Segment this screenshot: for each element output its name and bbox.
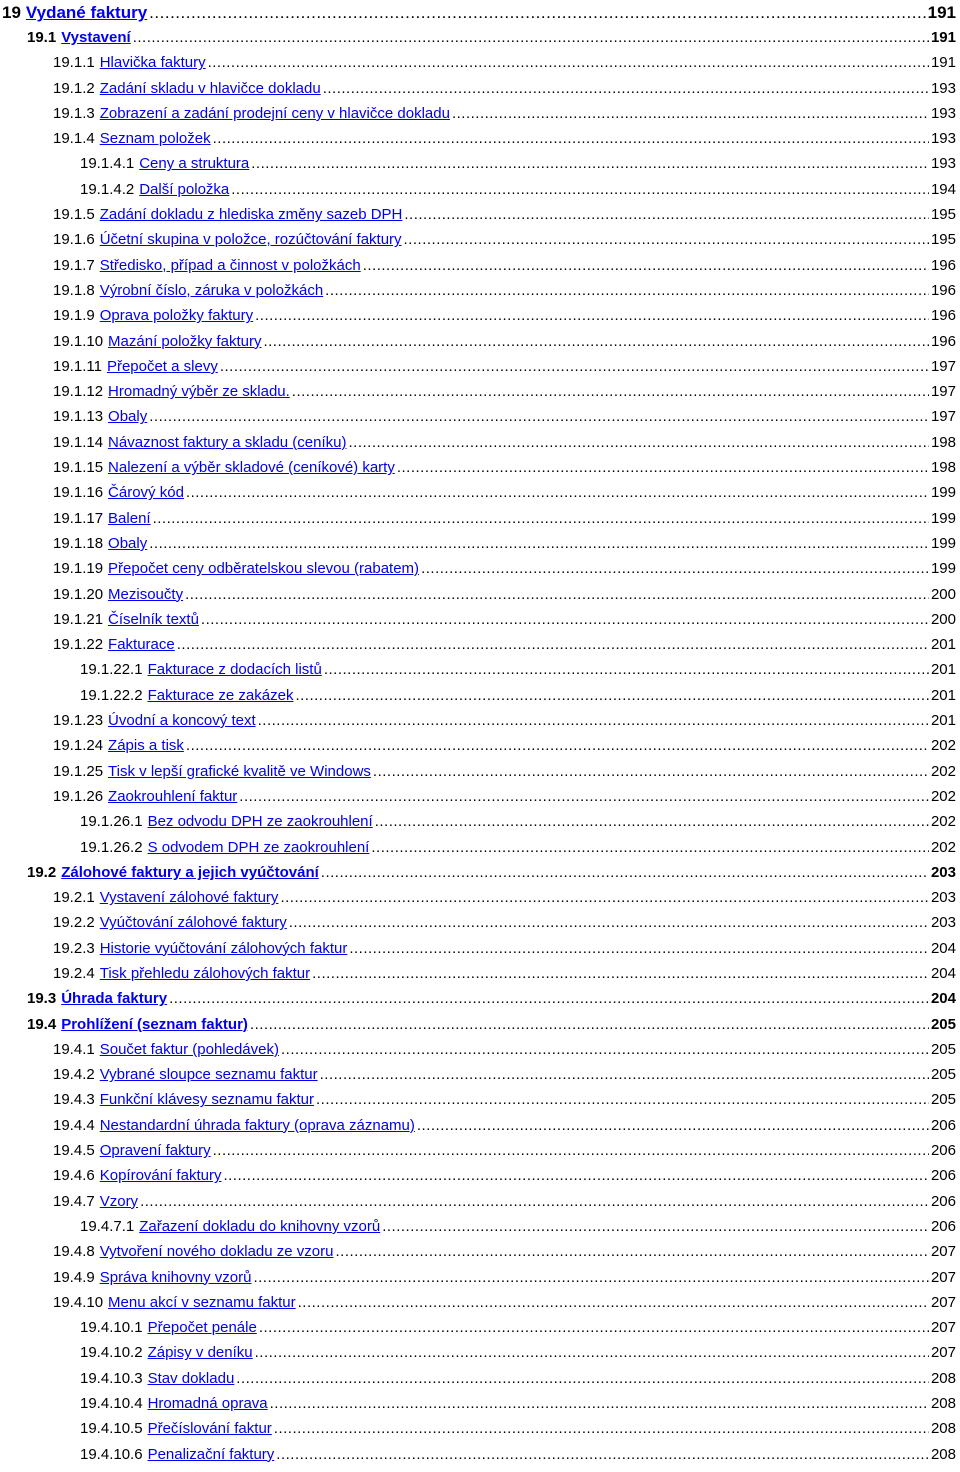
toc-entry-number: 19.1.4 bbox=[53, 130, 95, 148]
toc-page-number: 203 bbox=[930, 889, 956, 907]
toc-entry[interactable] bbox=[0, 1319, 960, 1344]
toc-dot-leader bbox=[213, 1142, 929, 1159]
toc-entry-number: 19 bbox=[2, 3, 21, 22]
toc-page-number: 197 bbox=[930, 408, 956, 426]
toc-entry-link[interactable]: Fakturace z dodacích listů bbox=[147, 661, 322, 679]
toc-entry-number: 19.2.1 bbox=[53, 889, 95, 907]
toc-page-number: 202 bbox=[930, 813, 956, 831]
toc-entry[interactable] bbox=[0, 434, 960, 459]
toc-entry[interactable] bbox=[0, 1243, 960, 1268]
toc-entry-number: 19.1.24 bbox=[53, 737, 104, 755]
toc-entry-link[interactable]: Vybrané sloupce seznamu faktur bbox=[99, 1066, 318, 1084]
toc-entry-link[interactable]: Zaokrouhlení faktur bbox=[108, 787, 238, 805]
toc-entry[interactable] bbox=[0, 1142, 960, 1167]
toc-entry[interactable] bbox=[0, 459, 960, 484]
toc-dot-leader bbox=[208, 54, 929, 71]
toc-entry-link[interactable]: Další položka bbox=[139, 180, 230, 198]
toc-entry-link[interactable]: Přepočet penále bbox=[147, 1319, 257, 1337]
toc-page-number: 196 bbox=[930, 281, 956, 299]
toc-dot-leader bbox=[270, 1395, 929, 1412]
toc-entry[interactable] bbox=[0, 1446, 960, 1471]
toc-entry-link[interactable]: Menu akcí v seznamu faktur bbox=[108, 1293, 296, 1311]
toc-entry[interactable] bbox=[0, 1167, 960, 1192]
toc-entry-number: 19.4.10.5 bbox=[80, 1420, 143, 1438]
toc-page-number: 199 bbox=[930, 560, 956, 578]
toc-page-number: 198 bbox=[930, 433, 956, 451]
toc-entry[interactable] bbox=[0, 307, 960, 332]
toc-entry-link[interactable]: Účetní skupina v položce, rozúčtování faktury bbox=[99, 231, 402, 249]
toc-entry-link[interactable]: Číselník textů bbox=[108, 610, 199, 628]
toc-entry[interactable] bbox=[0, 535, 960, 560]
toc-page-number: 197 bbox=[930, 383, 956, 401]
toc-entry-link[interactable]: Obaly bbox=[108, 534, 148, 552]
toc-entry-link[interactable]: Návaznost faktury a skladu (ceníku) bbox=[108, 433, 347, 451]
toc-dot-leader bbox=[213, 130, 929, 147]
toc-page-number: 200 bbox=[930, 585, 956, 603]
toc-dot-leader bbox=[169, 990, 929, 1007]
toc-page-number: 207 bbox=[930, 1319, 956, 1337]
toc-dot-leader bbox=[258, 712, 929, 729]
toc-entry-number: 19.4.10.3 bbox=[80, 1369, 143, 1387]
toc-entry-number: 19.1.9 bbox=[53, 307, 95, 325]
toc-entry-link[interactable]: Tisk přehledu zálohových faktur bbox=[99, 964, 311, 982]
toc-entry-link[interactable]: Zápisy v deníku bbox=[147, 1344, 253, 1362]
toc-page-number: 193 bbox=[930, 130, 956, 148]
toc-dot-leader bbox=[259, 1319, 929, 1336]
toc-entry-number: 19.1.18 bbox=[53, 534, 104, 552]
toc-entry-number: 19.4.5 bbox=[53, 1142, 95, 1160]
toc-dot-leader bbox=[321, 864, 929, 881]
toc-page-number: 199 bbox=[930, 484, 956, 502]
toc-page-number: 200 bbox=[930, 610, 956, 628]
toc-dot-leader bbox=[298, 1294, 929, 1311]
toc-entry[interactable] bbox=[0, 1395, 960, 1420]
toc-entry-link[interactable]: Mezisoučty bbox=[108, 585, 184, 603]
toc-entry[interactable] bbox=[0, 636, 960, 661]
toc-entry[interactable] bbox=[0, 1269, 960, 1294]
toc-entry[interactable] bbox=[0, 940, 960, 965]
toc-entry-number: 19.1.22.2 bbox=[80, 686, 143, 704]
toc-dot-leader bbox=[320, 1066, 929, 1083]
toc-entry-number: 19.1.26.2 bbox=[80, 838, 143, 856]
toc-entry-number: 19.4.10.2 bbox=[80, 1344, 143, 1362]
toc-entry-link[interactable]: Fakturace bbox=[108, 636, 175, 654]
toc-entry[interactable] bbox=[0, 712, 960, 737]
toc-entry[interactable] bbox=[0, 383, 960, 408]
toc-entry-number: 19.1.22 bbox=[53, 636, 104, 654]
toc-entry-number: 19.2.3 bbox=[53, 939, 95, 957]
toc-page-number: 193 bbox=[930, 155, 956, 173]
toc-entry[interactable] bbox=[0, 813, 960, 838]
toc-dot-leader bbox=[255, 1344, 929, 1361]
toc-dot-leader bbox=[251, 155, 929, 172]
toc-page-number: 206 bbox=[930, 1217, 956, 1235]
toc-dot-leader bbox=[289, 914, 929, 931]
toc-page-number: 207 bbox=[930, 1344, 956, 1362]
toc-entry[interactable] bbox=[0, 560, 960, 585]
toc-dot-leader bbox=[201, 611, 929, 628]
toc-entry-number: 19.1.5 bbox=[53, 206, 95, 224]
toc-dot-leader bbox=[323, 80, 929, 97]
toc-entry-link[interactable]: Přepočet a slevy bbox=[106, 357, 218, 375]
toc-entry-link[interactable]: Penalizační faktury bbox=[147, 1445, 275, 1463]
toc-entry-number: 19.4.8 bbox=[53, 1243, 95, 1261]
toc-entry[interactable] bbox=[0, 1016, 960, 1041]
toc-entry[interactable] bbox=[0, 282, 960, 307]
toc-page-number: 204 bbox=[930, 939, 956, 957]
toc-entry-link[interactable]: Přečíslování faktur bbox=[147, 1420, 272, 1438]
toc-page-number: 205 bbox=[930, 1015, 956, 1033]
toc-entry-number: 19.1.22.1 bbox=[80, 661, 143, 679]
toc-entry[interactable] bbox=[0, 1041, 960, 1066]
toc-entry-number: 19.1.16 bbox=[53, 484, 104, 502]
toc-page-number: 194 bbox=[930, 180, 956, 198]
toc-entry[interactable] bbox=[0, 231, 960, 256]
toc-entry-link[interactable]: Tisk v lepší grafické kvalitě ve Windows bbox=[108, 762, 371, 780]
toc-entry-number: 19.1.4.2 bbox=[80, 180, 135, 198]
toc-entry-number: 19.1.13 bbox=[53, 408, 104, 426]
toc-entry-link[interactable]: Součet faktur (pohledávek) bbox=[99, 1040, 279, 1058]
toc-entry-link[interactable]: Úvodní a koncový text bbox=[108, 712, 256, 730]
toc-entry-number: 19.1.23 bbox=[53, 712, 104, 730]
toc-entry-link[interactable]: Mazání položky faktury bbox=[108, 332, 262, 350]
toc-entry[interactable] bbox=[0, 1066, 960, 1091]
toc-entry[interactable] bbox=[0, 1344, 960, 1369]
toc-entry-number: 19.4.1 bbox=[53, 1040, 95, 1058]
toc-page-number: 208 bbox=[930, 1369, 956, 1387]
toc-dot-leader bbox=[312, 965, 929, 982]
toc-entry[interactable] bbox=[0, 1420, 960, 1445]
toc-entry-number: 19.4.2 bbox=[53, 1066, 95, 1084]
toc-entry[interactable] bbox=[0, 1218, 960, 1243]
toc-entry-number: 19.1 bbox=[27, 29, 57, 46]
toc-page-number: 199 bbox=[930, 509, 956, 527]
toc-entry-number: 19.2.4 bbox=[53, 964, 95, 982]
toc-entry-link[interactable]: Oprava položky faktury bbox=[99, 307, 254, 325]
toc-entry-link[interactable]: Vzory bbox=[99, 1192, 139, 1210]
toc-entry-link[interactable]: Stav dokladu bbox=[147, 1369, 235, 1387]
toc-dot-leader bbox=[239, 788, 929, 805]
toc-page-number: 196 bbox=[930, 332, 956, 350]
toc-entry-link[interactable]: Prohlížení (seznam faktur) bbox=[61, 1015, 248, 1033]
toc-entry-link[interactable]: Zálohové faktury a jejich vyúčtování bbox=[61, 863, 319, 881]
toc-dot-leader bbox=[452, 105, 929, 122]
toc-dot-leader bbox=[274, 1420, 929, 1437]
toc-entry[interactable] bbox=[0, 408, 960, 433]
toc-page-number: 201 bbox=[930, 686, 956, 704]
toc-dot-leader bbox=[325, 282, 929, 299]
toc-entry-link[interactable]: Funkční klávesy seznamu faktur bbox=[99, 1091, 314, 1109]
toc-entry-number: 19.1.10 bbox=[53, 332, 104, 350]
toc-page-number: 193 bbox=[930, 104, 956, 122]
toc-entry-number: 19.1.19 bbox=[53, 560, 104, 578]
toc-entry[interactable] bbox=[0, 510, 960, 535]
toc-entry[interactable] bbox=[0, 1294, 960, 1319]
toc-page-number: 207 bbox=[930, 1268, 956, 1286]
toc-entry-link[interactable]: Opravení faktury bbox=[99, 1142, 211, 1160]
toc-entry-link[interactable]: Nestandardní úhrada faktury (oprava záznamu) bbox=[99, 1116, 415, 1134]
toc-entry[interactable] bbox=[0, 3, 960, 29]
toc-entry[interactable] bbox=[0, 80, 960, 105]
toc-page-number: 199 bbox=[930, 534, 956, 552]
toc-entry[interactable] bbox=[0, 29, 960, 54]
toc-entry-link[interactable]: Vystavení bbox=[61, 29, 131, 46]
toc-entry-link[interactable]: Historie vyúčtování zálohových faktur bbox=[99, 939, 348, 957]
toc-entry[interactable] bbox=[0, 333, 960, 358]
toc-entry-number: 19.1.12 bbox=[53, 383, 104, 401]
toc-dot-leader bbox=[324, 661, 929, 678]
toc-dot-leader bbox=[421, 560, 929, 577]
toc-entry-link[interactable]: Seznam položek bbox=[99, 130, 211, 148]
toc-dot-leader bbox=[133, 29, 929, 46]
toc-entry-link[interactable]: Zadání dokladu z hlediska změny sazeb DPH bbox=[99, 206, 403, 224]
toc-page-number: 205 bbox=[930, 1066, 956, 1084]
toc-page-number: 201 bbox=[930, 636, 956, 654]
toc-page-number: 195 bbox=[930, 231, 956, 249]
toc-page-number: 207 bbox=[930, 1243, 956, 1261]
toc-page-number: 208 bbox=[930, 1395, 956, 1413]
toc-entry-link[interactable]: Ceny a struktura bbox=[139, 155, 250, 173]
toc-entry-number: 19.1.20 bbox=[53, 585, 104, 603]
toc-dot-leader bbox=[236, 1370, 929, 1387]
toc-entry[interactable] bbox=[0, 914, 960, 939]
toc-entry[interactable] bbox=[0, 130, 960, 155]
toc-dot-leader bbox=[363, 257, 929, 274]
toc-dot-leader bbox=[223, 1167, 929, 1184]
toc-page-number: 206 bbox=[930, 1142, 956, 1160]
toc-page-number: 204 bbox=[930, 964, 956, 982]
toc-entry-link[interactable]: Hromadná oprava bbox=[147, 1395, 268, 1413]
toc-entry[interactable] bbox=[0, 358, 960, 383]
toc-entry[interactable] bbox=[0, 763, 960, 788]
toc-entry-number: 19.1.8 bbox=[53, 281, 95, 299]
toc-entry-number: 19.4.6 bbox=[53, 1167, 95, 1185]
toc-entry-number: 19.1.25 bbox=[53, 762, 104, 780]
toc-entry-number: 19.1.4.1 bbox=[80, 155, 135, 173]
toc-entry-number: 19.4.9 bbox=[53, 1268, 95, 1286]
toc-entry-number: 19.1.17 bbox=[53, 509, 104, 527]
toc-dot-leader bbox=[253, 1269, 929, 1286]
toc-entry-number: 19.1.21 bbox=[53, 610, 104, 628]
toc-entry-link[interactable]: Fakturace ze zakázek bbox=[147, 686, 294, 704]
toc-dot-leader bbox=[255, 307, 929, 324]
toc-entry-number: 19.1.3 bbox=[53, 104, 95, 122]
toc-dot-leader bbox=[373, 763, 929, 780]
toc-entry-link[interactable]: Přepočet ceny odběratelskou slevou (rabatem) bbox=[108, 560, 420, 578]
toc-page-number: 205 bbox=[930, 1091, 956, 1109]
toc-dot-leader bbox=[185, 586, 929, 603]
toc-entry[interactable] bbox=[0, 1193, 960, 1218]
toc-entry[interactable] bbox=[0, 1370, 960, 1395]
toc-page-number: 201 bbox=[930, 661, 956, 679]
toc-entry-number: 19.4.10.6 bbox=[80, 1445, 143, 1463]
toc-entry-number: 19.1.11 bbox=[53, 357, 102, 375]
toc-entry[interactable] bbox=[0, 965, 960, 990]
toc-dot-leader bbox=[220, 358, 929, 375]
toc-entry-link[interactable]: Bez odvodu DPH ze zaokrouhlení bbox=[147, 813, 373, 831]
toc-dot-leader bbox=[281, 1041, 929, 1058]
toc-entry[interactable] bbox=[0, 788, 960, 813]
toc-page-number: 198 bbox=[930, 459, 956, 477]
toc-entry-number: 19.4.10.4 bbox=[80, 1395, 143, 1413]
toc-entry-number: 19.1.26.1 bbox=[80, 813, 143, 831]
toc-entry[interactable] bbox=[0, 206, 960, 231]
toc-entry-link[interactable]: Zápis a tisk bbox=[108, 737, 184, 755]
toc-entry-number: 19.4.4 bbox=[53, 1116, 95, 1134]
toc-entry-number: 19.1.7 bbox=[53, 256, 95, 274]
toc-dot-leader bbox=[404, 206, 929, 223]
toc-entry[interactable] bbox=[0, 54, 960, 79]
toc-dot-leader bbox=[149, 535, 929, 552]
toc-entry-link[interactable]: Zobrazení a zadání prodejní ceny v hlavičce dokladu bbox=[99, 104, 450, 122]
toc-dot-leader bbox=[349, 434, 929, 451]
toc-dot-leader bbox=[371, 839, 929, 856]
toc-entry-link[interactable]: Nalezení a výběr skladové (ceníkové) karty bbox=[108, 459, 395, 477]
toc-page-number: 191 bbox=[930, 29, 956, 46]
toc-dot-leader bbox=[316, 1091, 929, 1108]
toc-entry[interactable] bbox=[0, 257, 960, 282]
toc-page-number: 206 bbox=[930, 1116, 956, 1134]
toc-dot-leader bbox=[404, 231, 929, 248]
toc-entry-number: 19.1.15 bbox=[53, 459, 104, 477]
toc-entry-number: 19.2 bbox=[27, 863, 57, 881]
toc-entry-number: 19.1.26 bbox=[53, 787, 104, 805]
toc-entry[interactable] bbox=[0, 105, 960, 130]
toc-entry[interactable] bbox=[0, 864, 960, 889]
toc-entry-link[interactable]: Zařazení dokladu do knihovny vzorů bbox=[139, 1217, 381, 1235]
toc-dot-leader bbox=[375, 813, 929, 830]
toc-entry-number: 19.4.3 bbox=[53, 1091, 95, 1109]
toc-page-number: 202 bbox=[930, 737, 956, 755]
toc-entry-number: 19.4.7.1 bbox=[80, 1217, 135, 1235]
toc-page-number: 191 bbox=[927, 3, 956, 22]
toc-entry-number: 19.1.6 bbox=[53, 231, 95, 249]
toc-page-number: 205 bbox=[930, 1040, 956, 1058]
toc-page-number: 196 bbox=[930, 307, 956, 325]
toc-entry-link[interactable]: Kopírování faktury bbox=[99, 1167, 222, 1185]
toc-entry-number: 19.4.7 bbox=[53, 1192, 95, 1210]
toc-entry[interactable] bbox=[0, 687, 960, 712]
toc-entry-link[interactable]: Zadání skladu v hlavičce dokladu bbox=[99, 79, 321, 97]
toc-dot-leader bbox=[186, 737, 929, 754]
toc-dot-leader bbox=[149, 408, 929, 425]
toc-entry-link[interactable]: S odvodem DPH ze zaokrouhlení bbox=[147, 838, 370, 856]
toc-dot-leader bbox=[231, 181, 929, 198]
toc-entry-link[interactable]: Úhrada faktury bbox=[61, 990, 168, 1008]
toc-entry-number: 19.4.10 bbox=[53, 1293, 104, 1311]
toc-entry[interactable] bbox=[0, 155, 960, 180]
toc-entry-link[interactable]: Hlavička faktury bbox=[99, 54, 206, 72]
toc-entry[interactable] bbox=[0, 1091, 960, 1116]
toc-entry-number: 19.4.10.1 bbox=[80, 1319, 143, 1337]
toc-page-number: 203 bbox=[930, 863, 956, 881]
toc-entry-number: 19.2.2 bbox=[53, 914, 95, 932]
toc-dot-leader bbox=[335, 1243, 928, 1260]
toc-entry[interactable] bbox=[0, 611, 960, 636]
toc-entry[interactable] bbox=[0, 1117, 960, 1142]
toc-page-number: 202 bbox=[930, 762, 956, 780]
toc-entry[interactable] bbox=[0, 586, 960, 611]
toc-entry-number: 19.3 bbox=[27, 990, 57, 1008]
toc-page-number: 206 bbox=[930, 1192, 956, 1210]
toc-page-number: 197 bbox=[930, 357, 956, 375]
toc-entry[interactable] bbox=[0, 990, 960, 1015]
toc-dot-leader bbox=[177, 636, 929, 653]
toc-entry-number: 19.4 bbox=[27, 1015, 57, 1033]
toc-entry-link[interactable]: Čárový kód bbox=[108, 484, 184, 502]
toc-dot-leader bbox=[250, 1016, 929, 1033]
toc-dot-leader bbox=[149, 3, 925, 23]
toc-page-number: 201 bbox=[930, 712, 956, 730]
toc-page-number: 207 bbox=[930, 1293, 956, 1311]
toc-page-number: 196 bbox=[930, 256, 956, 274]
toc-dot-leader bbox=[417, 1117, 929, 1134]
toc-dot-leader bbox=[280, 889, 929, 906]
toc-dot-leader bbox=[153, 510, 929, 527]
toc-dot-leader bbox=[382, 1218, 929, 1235]
toc-page-number: 208 bbox=[930, 1445, 956, 1463]
toc-dot-leader bbox=[292, 383, 929, 400]
toc-page-number: 193 bbox=[930, 79, 956, 97]
toc-entry-number: 19.1.14 bbox=[53, 433, 104, 451]
toc-entry-link[interactable]: Balení bbox=[108, 509, 151, 527]
toc-entry[interactable] bbox=[0, 737, 960, 762]
toc-dot-leader bbox=[276, 1446, 929, 1463]
toc-entry[interactable] bbox=[0, 181, 960, 206]
toc-page-number: 203 bbox=[930, 914, 956, 932]
toc-entry-link[interactable]: Obaly bbox=[108, 408, 148, 426]
toc-dot-leader bbox=[140, 1193, 929, 1210]
toc-dot-leader bbox=[263, 333, 929, 350]
toc-entry[interactable] bbox=[0, 889, 960, 914]
toc-page-number: 202 bbox=[930, 838, 956, 856]
toc-page-number: 208 bbox=[930, 1420, 956, 1438]
toc-entry-link[interactable]: Správa knihovny vzorů bbox=[99, 1268, 252, 1286]
toc-page-number: 204 bbox=[930, 990, 956, 1008]
toc-entry[interactable] bbox=[0, 839, 960, 864]
toc-entry-number: 19.1.2 bbox=[53, 79, 95, 97]
toc-dot-leader bbox=[295, 687, 929, 704]
toc-entry[interactable] bbox=[0, 661, 960, 686]
toc-dot-leader bbox=[349, 940, 929, 957]
toc-entry-link[interactable]: Vystavení zálohové faktury bbox=[99, 889, 279, 907]
toc-dot-leader bbox=[397, 459, 929, 476]
toc-entry-link[interactable]: Hromadný výběr ze skladu. bbox=[108, 383, 290, 401]
toc-page-number: 206 bbox=[930, 1167, 956, 1185]
toc-entry-link[interactable]: Vytvoření nového dokladu ze vzoru bbox=[99, 1243, 334, 1261]
toc-entry-link[interactable]: Vydané faktury bbox=[25, 3, 148, 22]
toc-entry-link[interactable]: Středisko, případ a činnost v položkách bbox=[99, 256, 361, 274]
toc-entry-number: 19.1.1 bbox=[53, 54, 95, 72]
toc-dot-leader bbox=[186, 484, 929, 501]
toc-entry-link[interactable]: Výrobní číslo, záruka v položkách bbox=[99, 281, 324, 299]
toc-page-number: 202 bbox=[930, 787, 956, 805]
toc-page-number: 191 bbox=[930, 54, 956, 72]
toc-page-number: 195 bbox=[930, 206, 956, 224]
toc-entry[interactable] bbox=[0, 484, 960, 509]
toc-entry-link[interactable]: Vyúčtování zálohové faktury bbox=[99, 914, 287, 932]
